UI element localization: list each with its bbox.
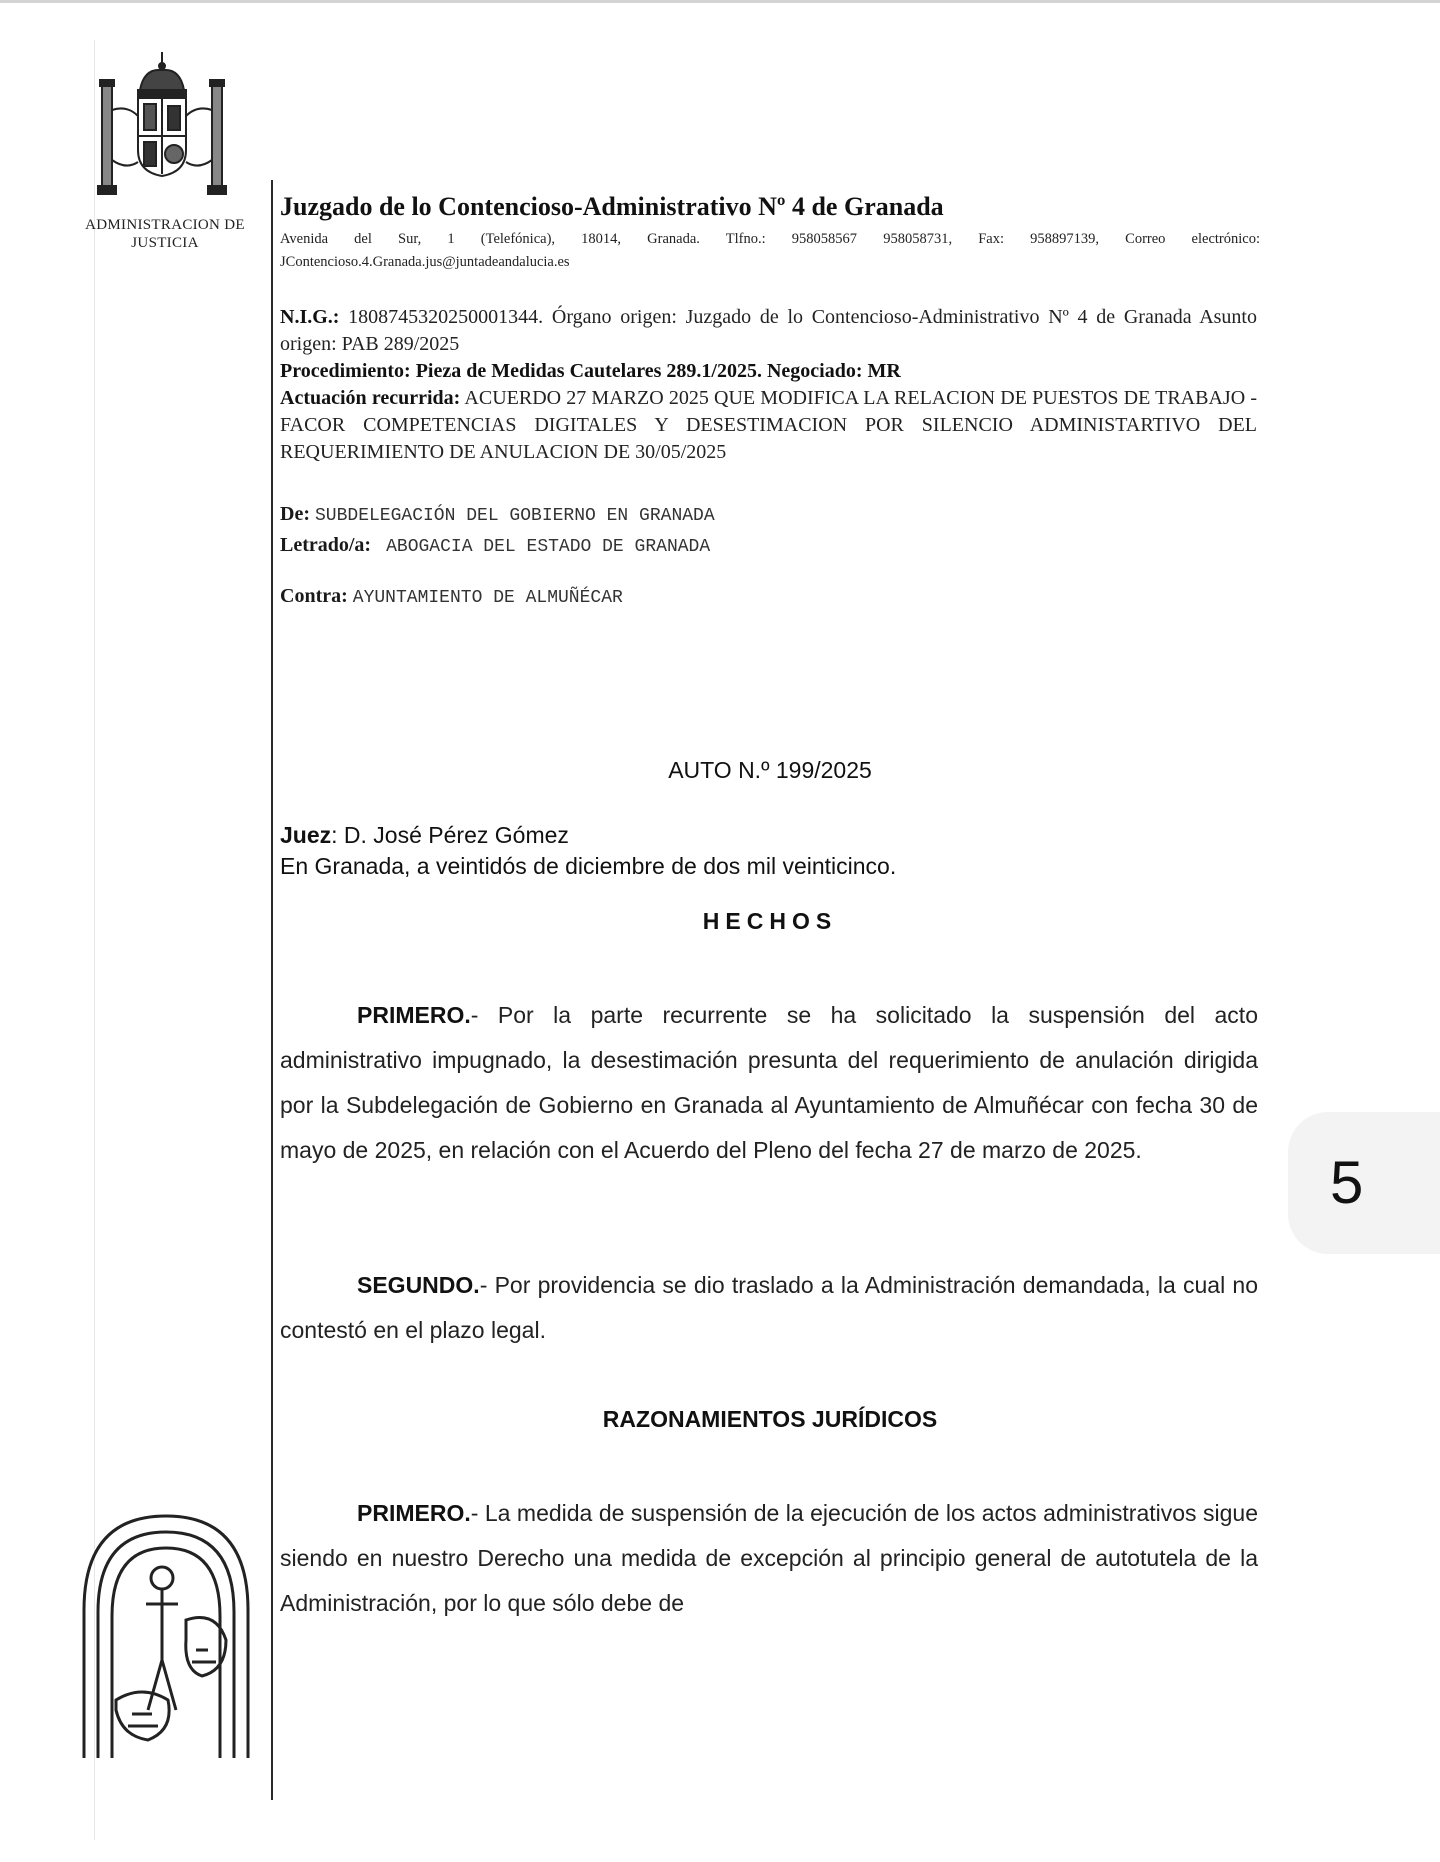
- judge-block: [280, 820, 896, 882]
- nig-line: [280, 304, 1257, 358]
- de-line: [280, 500, 715, 531]
- de-label: De:: [280, 503, 310, 525]
- hechos-segundo: [280, 1263, 1258, 1353]
- court-address: Avenida del Sur, 1 (Telefónica), 18014, Granada. Tlfno.: 958058567 958058731, Fax: 958897139, Correo electrónico: JContencioso.4.Granada.jus@juntadeandalucia.es: [280, 231, 1260, 270]
- judge-label: Juez: [280, 822, 332, 848]
- hechos-primero-text: - Por la parte recurrente se ha solicitado la suspensión del acto administrativo impugnado, la desestimación presunta del requerimiento de anulación dirigida por la Subdelegación de Gobierno en Granada al Ayuntamiento de Almuñécar con fecha 30 de mayo de 2025, en relación con el Acuerdo del Pleno del fecha 27 de marzo de 2025.: [280, 1002, 1258, 1163]
- andalucia-emblem-icon: [76, 1500, 256, 1762]
- emblem-caption: ADMINISTRACION DE JUSTICIA: [85, 217, 245, 251]
- razonamientos-primero: [280, 1491, 1258, 1626]
- actuacion-value: ACUERDO 27 MARZO 2025 QUE MODIFICA LA RELACION DE PUESTOS DE TRABAJO - FACOR COMPETENCIAS DIGITALES Y DESESTIMACION POR SILENCIO ADMINISTARTIVO DEL REQUERIMIENTO DE ANULACION DE 30/05/2025: [280, 387, 1257, 463]
- hechos-segundo-lead: SEGUNDO.: [357, 1272, 480, 1298]
- coat-of-arms-icon: [82, 50, 242, 220]
- letrado-label: Letrado/a:: [280, 534, 372, 556]
- hechos-segundo-text: - Por providencia se dio traslado a la Administración demandada, la cual no contestó en el plazo legal.: [280, 1272, 1258, 1343]
- hechos-primero-lead: PRIMERO.: [357, 1002, 471, 1028]
- razonamientos-primero-text: - La medida de suspensión de la ejecución de los actos administrativos sigue siendo en nuestro Derecho una medida de excepción al principio general de autotutela de la Administración, por lo que sólo debe de: [280, 1500, 1258, 1616]
- contra-label: Contra:: [280, 585, 348, 607]
- auto-title: AUTO N.º 199/2025: [668, 757, 872, 783]
- hechos-primero: [280, 993, 1258, 1173]
- de-value: SUBDELEGACIÓN DEL GOBIERNO EN GRANADA: [314, 506, 715, 526]
- hechos-heading: HECHOS: [702, 908, 838, 934]
- top-border: [0, 0, 1440, 3]
- letrado-line: [280, 531, 715, 562]
- actuacion-label: Actuación recurrida:: [280, 387, 461, 409]
- actuacion-line: [280, 385, 1257, 466]
- parties-block: [280, 500, 715, 562]
- contra-line: [280, 585, 623, 608]
- judge-name: : D. José Pérez Gómez: [331, 822, 569, 848]
- procedimiento-value: Pieza de Medidas Cautelares 289.1/2025. Negociado: MR: [415, 360, 901, 382]
- nig-label: N.I.G.:: [280, 306, 340, 328]
- procedimiento-label: Procedimiento:: [280, 360, 411, 382]
- place-date: En Granada, a veintidós de diciembre de dos mil veinticinco.: [280, 853, 897, 879]
- margin-rule: [271, 180, 273, 1800]
- letrado-value: ABOGACIA DEL ESTADO DE GRANADA: [386, 537, 711, 557]
- case-details: [280, 304, 1257, 466]
- procedimiento-line: [280, 358, 1257, 385]
- razonamientos-primero-lead: PRIMERO.: [357, 1500, 471, 1526]
- court-name: Juzgado de lo Contencioso-Administrativo Nº 4 de Granada: [280, 192, 944, 221]
- judge-line: [280, 820, 896, 851]
- page-number: 5: [1330, 1149, 1364, 1216]
- contra-value: AYUNTAMIENTO DE ALMUÑÉCAR: [352, 588, 623, 608]
- page-tab: [1288, 1112, 1440, 1254]
- razonamientos-heading: RAZONAMIENTOS JURÍDICOS: [602, 1406, 938, 1432]
- nig-value: 1808745320250001344. Órgano origen: Juzgado de lo Contencioso-Administrativo Nº 4 de Granada Asunto origen: PAB 289/2025: [280, 306, 1257, 355]
